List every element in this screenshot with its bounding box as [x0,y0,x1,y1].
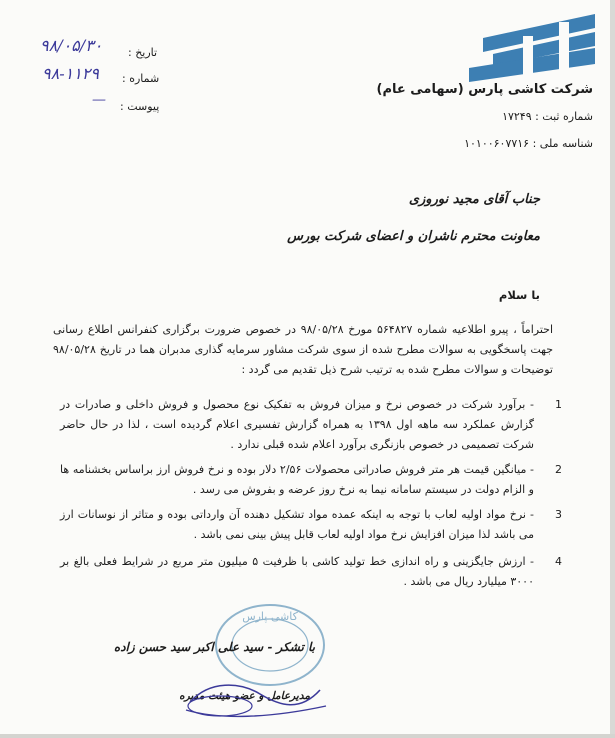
list-item-number: 4 [555,555,562,568]
signatory-line: با تشکر - سید علی اکبر سید حسن زاده [113,640,315,654]
addressee-title: معاونت محترم ناشران و اعضای شرکت بورس [287,229,540,244]
list-item-number: 2 [555,463,562,476]
number-label: شماره : [122,72,160,85]
list-item [60,552,562,592]
intro-paragraph [53,320,553,380]
list-item-number: 1 [555,398,562,411]
list-item [60,460,562,500]
greeting: با سلام [498,288,540,302]
company-logo [463,8,600,86]
logo-gap-right [559,22,569,74]
intro-text: احتراماً ، پیرو اطلاعیه شماره ۵۶۴۸۲۷ مورخ ۹۸/۰۵/۲۸ در خصوص ضرورت برگزاری کنفرانس اطلاع رسانی جهت پاسخگویی به سوالات مطرح شده از سوی شرکت مشاور سرمایه گذاری مدبران هما در تاریخ ۹۸/۰۵/۲۸ توضیحات و سوالات مطرح شده به ترتیب شرح ذیل تقدیم می گردد : [53,323,554,376]
signatory-role: مدیرعامل و عضو هیئت مدیره [179,690,310,702]
national-id: شناسه ملی : ۱۰۱۰۰۶۰۷۷۱۶ [464,137,593,150]
list-item-text: - برآورد شرکت در خصوص نرخ و میزان فروش به تفکیک نوع محصول و فروش داخلی و صادرات در گزارش عملکرد سه ماهه اول ۱۳۹۸ به همراه گزارش تفسیری اعلام گردیده است ، لذا در حال حاضر شرکت تصمیمی در خصوص بازنگری برآورد اعلام شده قبلی ندارد . [60,398,535,451]
list-item-text: - نرخ مواد اولیه لعاب با توجه به اینکه عمده مواد تشکیل دهنده آن وارداتی بوده و متاثر از نوسانات ارز می باشد لذا میزان افزایش نرخ مواد اولیه لعاب قابل پیش بینی نمی باشد . [60,508,534,541]
list-item-number: 3 [555,508,562,521]
list-item-text: - میانگین قیمت هر متر فروش صادراتی محصولات ۲/۵۶ دلار بوده و نرخ فروش ارز براساس بخشنامه ها و الزام دولت در سیستم سامانه نیما به نرخ روز عرضه و بفروش می رسد . [60,463,535,496]
date-value: ۹۸/۰۵/۳۰ [40,36,103,55]
signature-loop [188,696,252,716]
stamp-text: کاشی پارس [242,610,298,623]
attachment-label: پیوست : [120,100,160,113]
signature-stroke-1 [190,685,320,705]
addressee-name: جناب آقای مجید نوروزی [408,192,540,207]
list-item [60,505,562,545]
handwritten-signature [180,672,330,722]
attachment-value: — [92,92,106,108]
scan-edge-bottom [0,734,615,738]
registration-number: شماره ثبت : ۱۷۲۴۹ [502,110,593,123]
date-label: تاریخ : [128,46,158,59]
list-item-text: - ارزش جایگزینی و راه اندازی خط تولید کاشی با ظرفیت ۵ میلیون متر مربع در شرایط فعلی بالغ بر ۳۰۰۰ میلیارد ریال می باشد . [60,555,534,588]
list-item [60,395,562,455]
logo-gap-left [523,36,533,76]
letter-number-value: ۹۸-۱۱۲۹ [42,64,99,83]
company-name: شرکت کاشی پارس (سهامی عام) [376,82,593,97]
scan-edge-right [610,0,615,738]
